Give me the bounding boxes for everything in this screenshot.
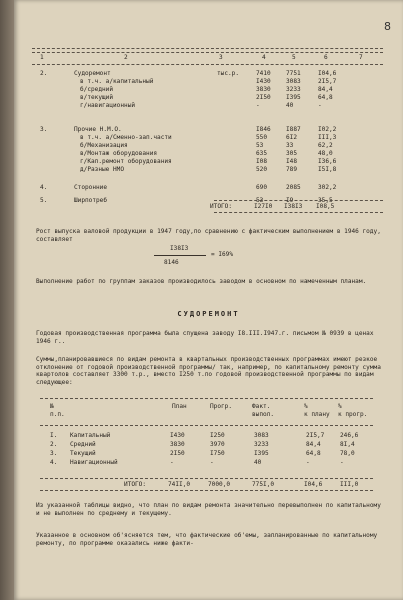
divider [40, 478, 373, 479]
cell-name: Сторонние [74, 184, 108, 191]
cell-name: Ширпотреб [74, 197, 108, 204]
cell-n: I. [50, 432, 58, 439]
col-num: 6 [324, 54, 328, 61]
cell-a: 2I50 [256, 94, 271, 101]
cell-name: в т.ч. а/капитальный [80, 78, 154, 85]
divider [32, 52, 383, 53]
cell-fact: 3083 [254, 432, 269, 439]
cell-c: I04,6 [318, 70, 337, 77]
cell-b: I48 [286, 158, 298, 165]
table-row [14, 150, 403, 158]
cell-b: I395 [286, 94, 301, 101]
table-row [14, 432, 403, 440]
cell-prog: 3970 [210, 441, 225, 448]
cell-p2: 246,6 [340, 432, 359, 439]
cell-name: б/Механизация [80, 142, 128, 149]
table-row [14, 142, 403, 150]
cell-name: Средний [70, 441, 96, 448]
cell-name: Капитальный [70, 432, 111, 439]
header-cell: Прогр. [210, 403, 233, 410]
divider [32, 48, 383, 49]
divider [40, 490, 373, 491]
cell-p2: - [340, 459, 344, 466]
paragraph: Годовая производственная программа была спущена заводу I8.III.I947.г. письмом № 0939 в ценах 1946 г.. [36, 330, 374, 345]
header-cell: % к прогр. [338, 403, 368, 418]
paragraph: Указанное в основном об'ясняется тем, что фактические об'емы, запланированные по капитальному ремонту, по программе оказались ниже факти- [36, 532, 378, 547]
col-num: 5 [292, 54, 296, 61]
cell-p1: 84,4 [306, 441, 321, 448]
cell-a: 550 [256, 134, 268, 141]
divider [32, 64, 383, 65]
divider [214, 212, 383, 213]
binding-edge [0, 0, 14, 600]
total-cell: I08,5 [316, 203, 335, 210]
col-num: 7 [359, 54, 363, 61]
fraction-result: = I69% [211, 251, 234, 258]
cell-c: 48,0 [318, 150, 333, 157]
cell-fact: 40 [254, 459, 262, 466]
cell-c: 62,2 [318, 142, 333, 149]
table-total-row [14, 481, 403, 489]
cell-a: 7410 [256, 70, 271, 77]
cell-n: 2. [50, 441, 58, 448]
table-row [14, 158, 403, 166]
header-cell: План [172, 403, 187, 410]
cell-name: Судоремонт [74, 70, 111, 77]
cell-a: 520 [256, 166, 268, 173]
cell-name: г/Кап.ремонт оборудования [80, 158, 172, 165]
cell-name: Прочие Н.М.О. [74, 126, 122, 133]
total-cell: I27I0 [254, 203, 273, 210]
cell-b: I9 [286, 197, 294, 204]
cell-a: 3830 [256, 86, 271, 93]
paragraph: Рост выпуска валовой продукции в 1947 году,по сравнению с фактическим выполнением в 1946 году, составляет [36, 228, 381, 243]
cell-prog: I250 [210, 432, 225, 439]
header-cell: № п.п. [50, 403, 65, 418]
page-number: 8 [384, 20, 391, 33]
cell-a: I430 [256, 78, 271, 85]
col-num: 2 [124, 54, 128, 61]
divider [214, 200, 383, 201]
cell-num: 5. [40, 197, 48, 204]
cell-c: 84,4 [318, 86, 333, 93]
cell-prog: I750 [210, 450, 225, 457]
cell-b: 6I2 [286, 134, 298, 141]
cell-b: 40 [286, 102, 294, 109]
cell-b: 33 [286, 142, 294, 149]
cell-fact: 3233 [254, 441, 269, 448]
cell-b: 3233 [286, 86, 301, 93]
col-num: 3 [219, 54, 223, 61]
cell-fact: I395 [254, 450, 269, 457]
table-row [14, 134, 403, 142]
cell-b: 305 [286, 150, 298, 157]
paragraph: Выполнение работ по группам заказов производилось заводом в основном по намеченным планам. [36, 278, 367, 285]
header-cell: % к плану [304, 403, 330, 418]
cell-a: 635 [256, 150, 268, 157]
cell-name: в т.ч. а/Сменно-зап.части [80, 134, 172, 141]
cell-a: I846 [256, 126, 271, 133]
table-total-row [14, 203, 403, 211]
table-row [14, 94, 403, 102]
table-row [14, 70, 403, 78]
table-row [14, 102, 403, 110]
cell-c: 64,8 [318, 94, 333, 101]
cell-c: 302,2 [318, 184, 337, 191]
total-label: ИТОГО: [210, 203, 233, 210]
cell-name: д/Разные НМО [80, 166, 125, 173]
table-row [14, 184, 403, 192]
cell-num: 2. [40, 70, 48, 77]
cell-plan: 2I50 [170, 450, 185, 457]
table-row [14, 459, 403, 467]
divider [40, 398, 373, 399]
cell-name: г/навигационный [80, 102, 136, 109]
cell-p1: - [306, 459, 310, 466]
paragraph: Суммы,планировавшиеся по видам ремонта в квартальных производственных программах имеют резкое отклонение от годовой производственной программы/ так, например, по капитальному ремонту сумма квартолов составляет 3300 т.р., вместо I250 т.по годовой производственной программы по видам следующее: [36, 356, 381, 386]
cell-b: I887 [286, 126, 301, 133]
cell-name: в/Монтаж оборудования [80, 150, 158, 157]
cell-name: Текущий [70, 450, 96, 457]
cell-n: 4. [50, 459, 58, 466]
cell-p1: 64,8 [306, 450, 321, 457]
cell-c: I36,6 [318, 158, 337, 165]
table-row [14, 126, 403, 134]
document-page [14, 0, 403, 600]
cell-a: 690 [256, 184, 268, 191]
total-cell: III,0 [340, 481, 359, 488]
cell-a: I08 [256, 158, 268, 165]
cell-name: в/текущий [80, 94, 114, 101]
cell-plan: - [170, 459, 174, 466]
fraction-numerator: I38I3 [170, 245, 189, 252]
col-num: 1 [40, 54, 44, 61]
cell-b: 7751 [286, 70, 301, 77]
table-row [14, 450, 403, 458]
cell-a: 53 [256, 142, 264, 149]
cell-c: 2I5,7 [318, 78, 337, 85]
fraction-denominator: 8146 [164, 259, 179, 266]
section-title: СУДОРЕМОНТ [177, 310, 240, 318]
column-numbers-row [14, 54, 403, 62]
cell-b: 789 [286, 166, 298, 173]
cell-unit: тыс.р. [217, 70, 240, 77]
cell-plan: I430 [170, 432, 185, 439]
table2-header [14, 403, 403, 419]
header-cell: Факт. выпол. [252, 403, 275, 418]
cell-plan: 3830 [170, 441, 185, 448]
cell-c: 35,5 [318, 197, 333, 204]
cell-c: III,3 [318, 134, 337, 141]
table-row [14, 166, 403, 174]
cell-num: 3. [40, 126, 48, 133]
cell-n: 3. [50, 450, 58, 457]
total-cell: I04,6 [304, 481, 323, 488]
cell-p2: 78,0 [340, 450, 355, 457]
total-cell: 74II,0 [168, 481, 191, 488]
divider [40, 425, 373, 426]
total-label: ИТОГО: [124, 481, 147, 488]
cell-b: 2085 [286, 184, 301, 191]
table-row [14, 86, 403, 94]
cell-c: - [318, 102, 322, 109]
cell-name: б/средний [80, 86, 114, 93]
total-cell: I38I3 [284, 203, 303, 210]
cell-name: Навигационный [70, 459, 118, 466]
total-cell: 7000,0 [208, 481, 231, 488]
cell-num: 4. [40, 184, 48, 191]
total-cell: 775I,0 [252, 481, 275, 488]
cell-a: 53 [256, 197, 264, 204]
table-row [14, 441, 403, 449]
cell-p1: 2I5,7 [306, 432, 325, 439]
cell-a: - [256, 102, 260, 109]
cell-c: I5I,8 [318, 166, 337, 173]
cell-c: I02,2 [318, 126, 337, 133]
table-row [14, 78, 403, 86]
col-num: 4 [262, 54, 266, 61]
cell-b: 3083 [286, 78, 301, 85]
cell-p2: 8I,4 [340, 441, 355, 448]
paragraph: Из указанной таблицы видно, что план по видам ремонта значительно перевыполнен по капитальному и не выполнен по среднему и текущему. [36, 502, 381, 517]
fraction-bar [154, 255, 206, 256]
cell-prog: - [210, 459, 214, 466]
